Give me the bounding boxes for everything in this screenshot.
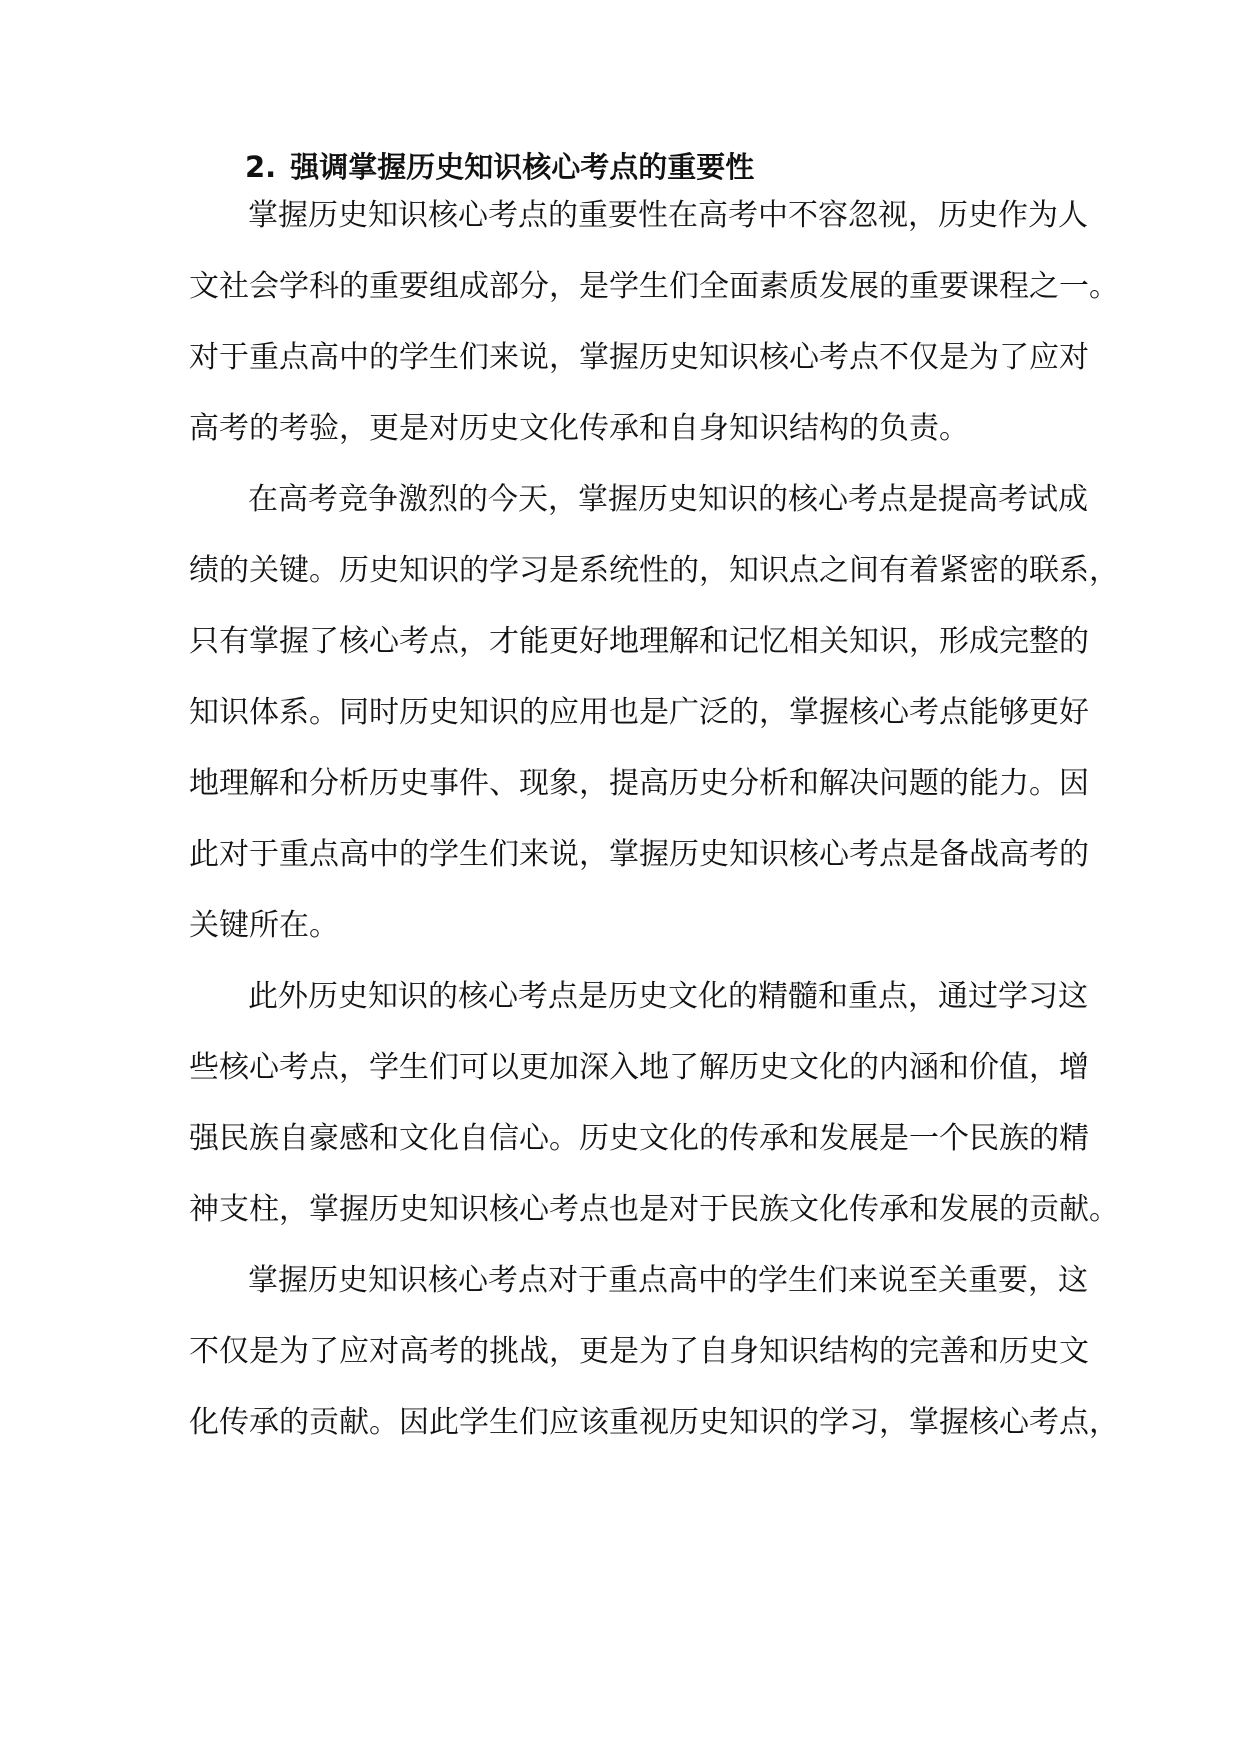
paragraph-3-line-4: 神支柱，掌握历史知识核心考点也是对于民族文化传承和发展的贡献。	[189, 1192, 1119, 1227]
paragraph-2-line-6: 此对于重点高中的学生们来说，掌握历史知识核心考点是备战高考的	[189, 837, 1089, 872]
paragraph-2-line-7: 关键所在。	[189, 908, 339, 943]
paragraph-4-line-3: 化传承的贡献。因此学生们应该重视历史知识的学习，掌握核心考点，	[189, 1405, 1119, 1440]
paragraph-2-line-1: 在高考竞争激烈的今天，掌握历史知识的核心考点是提高考试成	[248, 482, 1088, 517]
paragraph-3-line-3: 强民族自豪感和文化自信心。历史文化的传承和发展是一个民族的精	[189, 1121, 1089, 1156]
paragraph-1-line-1: 掌握历史知识核心考点的重要性在高考中不容忽视，历史作为人	[248, 198, 1088, 233]
section-number: 2.	[245, 150, 277, 184]
paragraph-1-line-3: 对于重点高中的学生们来说，掌握历史知识核心考点不仅是为了应对	[189, 340, 1089, 375]
paragraph-3-line-1: 此外历史知识的核心考点是历史文化的精髓和重点，通过学习这	[248, 979, 1088, 1014]
paragraph-2-line-4: 知识体系。同时历史知识的应用也是广泛的，掌握核心考点能够更好	[189, 695, 1089, 730]
paragraph-2-line-3: 只有掌握了核心考点，才能更好地理解和记忆相关知识，形成完整的	[189, 624, 1089, 659]
section-title: 强调掌握历史知识核心考点的重要性	[290, 150, 755, 184]
paragraph-2-line-2: 绩的关键。历史知识的学习是系统性的，知识点之间有着紧密的联系，	[189, 553, 1119, 588]
paragraph-1-line-2: 文社会学科的重要组成部分，是学生们全面素质发展的重要课程之一。	[189, 269, 1119, 304]
paragraph-3-line-2: 些核心考点，学生们可以更加深入地了解历史文化的内涵和价值，增	[189, 1050, 1089, 1085]
section-heading	[245, 147, 754, 187]
paragraph-4-line-2: 不仅是为了应对高考的挑战，更是为了自身知识结构的完善和历史文	[189, 1334, 1089, 1369]
paragraph-4-line-1: 掌握历史知识核心考点对于重点高中的学生们来说至关重要，这	[248, 1263, 1088, 1298]
paragraph-1-line-4: 高考的考验，更是对历史文化传承和自身知识结构的负责。	[189, 411, 969, 446]
paragraph-2-line-5: 地理解和分析历史事件、现象，提高历史分析和解决问题的能力。因	[189, 766, 1089, 801]
